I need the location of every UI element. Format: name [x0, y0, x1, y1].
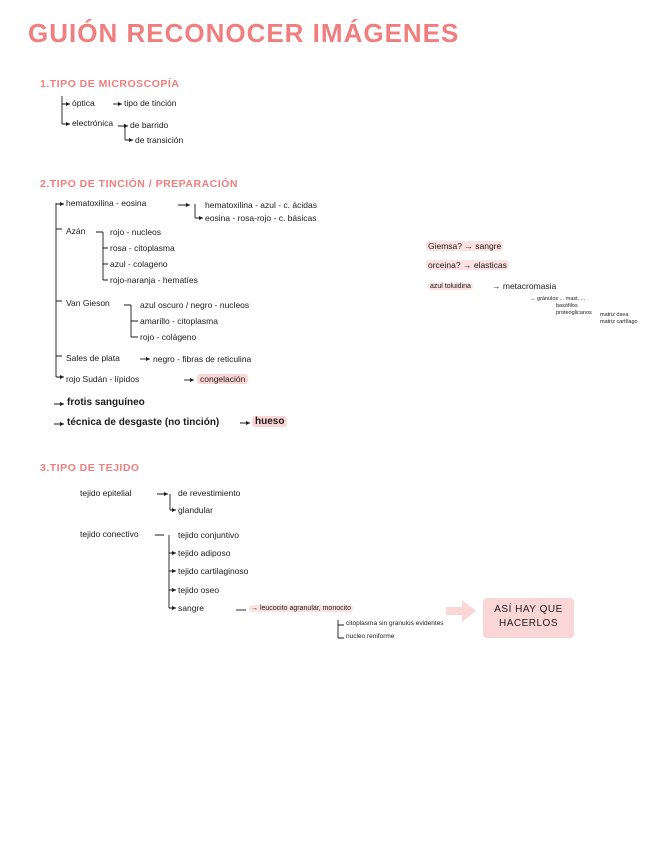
optica-label: óptica — [72, 98, 95, 108]
metacromasia-sub-5: matriz cartílago — [600, 319, 638, 325]
sangre-sub-2: nucleo reniforme — [346, 633, 395, 640]
sangre-sub-1: citoplasma sin granulos evidentes — [346, 620, 444, 627]
example-note-line-1: ASÍ HAY QUE — [494, 604, 563, 615]
metacromasia-sub-3: proteoglicanos — [556, 310, 592, 316]
hueso-label: hueso — [252, 416, 287, 427]
toluidina-note: azul toluidina — [430, 283, 471, 290]
oseo-label: tejido oseo — [178, 585, 220, 595]
vg-item-2: amarillo - citoplasma — [140, 316, 218, 326]
sales-plata-result: negro - fibras de reticulina — [153, 354, 252, 364]
vg-item-3: rojo - colágeno — [140, 332, 197, 342]
sales-plata-label: Sales de plata — [66, 353, 120, 363]
sangre-note: → leucocito agranular, monocito — [251, 605, 351, 612]
van-gieson-label: Van Gieson — [66, 298, 110, 308]
tipo-tincion-label: tipo de tinción — [124, 98, 177, 108]
giemsa-note: Giemsa? → sangre — [428, 241, 502, 251]
transicion-label: de transición — [135, 135, 184, 145]
azan-item-4: rojo-naranja - hematíes — [110, 275, 198, 285]
he-label: hematoxilina - eosina — [66, 198, 147, 208]
section-1-heading: 1.TIPO DE MICROSCOPÍA — [40, 78, 180, 90]
metacromasia-sub-1: → gránulos ... mast. ... — [530, 296, 586, 302]
he-hematoxilina: hematoxilina - azul - c. ácidas — [205, 200, 317, 210]
sangre-label: sangre — [178, 603, 204, 613]
he-eosina: eosina - rosa-rojo - c. básicas — [205, 213, 317, 223]
glandular-label: glandular — [178, 505, 213, 515]
page-title: GUIÓN RECONOCER IMÁGENES — [28, 18, 460, 48]
example-note-line-2: HACERLOS — [498, 618, 558, 629]
azan-item-1: rojo - nucleos — [110, 227, 162, 237]
sudan-label: rojo Sudán - lípidos — [66, 374, 140, 384]
section-2-heading: 2.TIPO DE TINCIÓN / PREPARACIÓN — [40, 178, 238, 190]
cartilaginoso-label: tejido cartilaginoso — [178, 566, 249, 576]
congelacion-note: congelación — [197, 374, 248, 384]
adiposo-label: tejido adiposo — [178, 548, 231, 558]
example-note-box — [483, 598, 574, 638]
conectivo-label: tejido conectivo — [80, 529, 139, 539]
metacromasia-sub-2: basófilos — [556, 303, 578, 309]
metacromasia-sub-4: matriz ósea — [600, 312, 629, 318]
azan-item-3: azul - colageno — [110, 259, 168, 269]
desgaste-label: técnica de desgaste (no tinción) — [67, 417, 220, 428]
electronica-label: electrónica — [72, 118, 114, 128]
frotis-label: frotis sanguíneo — [67, 397, 145, 408]
azan-label: Azán — [66, 226, 86, 236]
vg-item-1: azul oscuro / negro - nucleos — [140, 300, 250, 310]
epitelial-label: tejido epitelial — [80, 488, 132, 498]
metacromasia-note: → metacromasia — [492, 281, 557, 291]
arrow-right-icon — [446, 600, 476, 622]
azan-item-2: rosa - citoplasma — [110, 243, 175, 253]
barrido-label: de barrido — [130, 120, 169, 130]
revestimiento-label: de revestimiento — [178, 488, 241, 498]
conjuntivo-label: tejido conjuntivo — [178, 530, 239, 540]
orceina-note: orceina? → elasticas — [428, 260, 507, 270]
section-3-heading: 3.TIPO DE TEJIDO — [40, 462, 140, 474]
